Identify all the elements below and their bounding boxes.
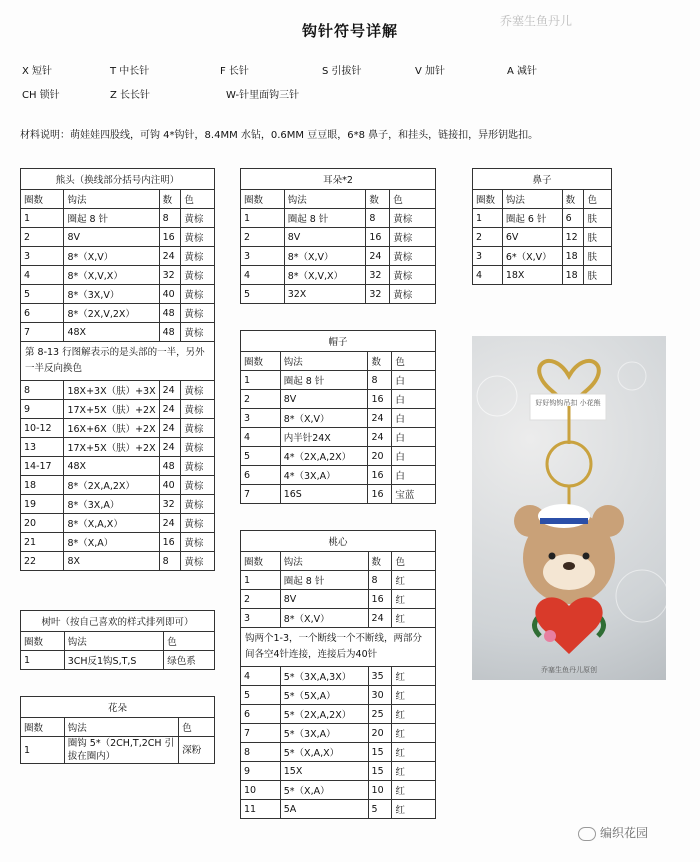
table-cell: 5 <box>241 285 285 304</box>
table-cell: 6 <box>241 705 281 724</box>
table-row <box>241 409 436 428</box>
column-header: 数 <box>562 190 584 209</box>
table-cell: 白 <box>392 390 436 409</box>
table-cell: 16 <box>159 228 181 247</box>
table-row <box>473 266 612 285</box>
table-cell: 白 <box>392 409 436 428</box>
table-cell: 24 <box>159 247 181 266</box>
table-cell: 18X+3X（肤）+3X <box>64 381 159 400</box>
table-row <box>21 247 215 266</box>
table-cell: 48X <box>64 323 159 342</box>
table-cell: 8*（X,V） <box>280 409 368 428</box>
table-cell: 24 <box>159 438 181 457</box>
table-cell: 5*（5X,A） <box>280 686 368 705</box>
table-row <box>21 438 215 457</box>
table-cell: 16 <box>368 485 392 504</box>
table-cell: 黄棕 <box>390 285 436 304</box>
table-cell: 黄棕 <box>390 228 436 247</box>
table-cell: 24 <box>159 419 181 438</box>
table-cell: 16S <box>280 485 368 504</box>
table-cell: 1 <box>241 209 285 228</box>
table-cell: 8*（X,V,X） <box>64 266 159 285</box>
table-cell: 黄棕 <box>181 495 215 514</box>
table-cell: 白 <box>392 371 436 390</box>
table-note: 钩两个1-3，一个断线一个不断线，两部分间各空4针连接，连接后为40针 <box>241 628 436 667</box>
table-header-row <box>241 190 436 209</box>
table-cell: 5*（X,A,X） <box>280 743 368 762</box>
table-cell: 绿色系 <box>164 651 215 670</box>
table-cell: 3 <box>21 247 64 266</box>
table-cell: 8 <box>159 209 181 228</box>
table-cell: 黄棕 <box>181 381 215 400</box>
table-cell: 30 <box>368 686 392 705</box>
table-row <box>241 800 436 819</box>
table-row <box>241 285 436 304</box>
keychain-photo <box>472 336 666 680</box>
table-cell: 32 <box>366 285 390 304</box>
table-cell: 15 <box>368 743 392 762</box>
table-cell: 6V <box>502 228 562 247</box>
table-row <box>21 209 215 228</box>
table-cell: 6*（X,V） <box>502 247 562 266</box>
table-cell: 圈起 8 针 <box>64 209 159 228</box>
table-cell: 红 <box>392 667 436 686</box>
table-row <box>21 381 215 400</box>
table-cell: 2 <box>241 390 281 409</box>
table-row <box>21 495 215 514</box>
table-cell: 黄棕 <box>181 209 215 228</box>
table-row <box>473 228 612 247</box>
table-cell: 18 <box>562 266 584 285</box>
table-cell: 红 <box>392 781 436 800</box>
table-row <box>241 228 436 247</box>
table-cell: 20 <box>368 447 392 466</box>
table-cell: 圈起 8 针 <box>284 209 366 228</box>
table-row <box>241 371 436 390</box>
table-cell: 4*（3X,A） <box>280 466 368 485</box>
table-cell: 5 <box>241 447 281 466</box>
table-cell: 4 <box>241 428 281 447</box>
table-cell: 1 <box>241 371 281 390</box>
table-cell: 圈起 8 针 <box>280 571 368 590</box>
table-cell: 6 <box>21 304 64 323</box>
table-cell: 8*（X,A,X） <box>64 514 159 533</box>
table-row <box>21 737 215 764</box>
column-header: 色 <box>392 552 436 571</box>
symbol-item: T 中长针 <box>110 66 150 77</box>
table-cell: 9 <box>241 762 281 781</box>
table-cell: 内半针24X <box>280 428 368 447</box>
column-header: 数 <box>368 552 392 571</box>
table-cell: 35 <box>368 667 392 686</box>
table-row <box>241 571 436 590</box>
table-cell: 黄棕 <box>181 552 215 571</box>
table-cell: 3 <box>473 247 503 266</box>
table-cell: 20 <box>21 514 64 533</box>
column-header: 色 <box>584 190 612 209</box>
table-cell: 6 <box>562 209 584 228</box>
table-row <box>241 762 436 781</box>
watermark-bottom-text: 编织花园 <box>600 826 649 840</box>
table-cell: 21 <box>21 533 64 552</box>
table-header-row <box>21 190 215 209</box>
table-header-row <box>241 552 436 571</box>
table-cell: 5*（X,A） <box>280 781 368 800</box>
table-cell: 白 <box>392 447 436 466</box>
head-table <box>20 168 215 571</box>
table-cell: 1 <box>21 737 65 764</box>
table-cell: 4 <box>473 266 503 285</box>
table-cell: 8 <box>159 552 181 571</box>
wechat-icon <box>578 827 596 841</box>
watermark-bottom <box>578 824 648 841</box>
symbol-item: S 引拔针 <box>322 66 362 77</box>
table-cell: 肤 <box>584 247 612 266</box>
table-cell: 黄棕 <box>181 400 215 419</box>
table-cell: 48 <box>159 304 181 323</box>
table-cell: 黄棕 <box>390 247 436 266</box>
table-cell: 3 <box>241 247 285 266</box>
table-cell: 16 <box>366 228 390 247</box>
table-cell: 8 <box>368 371 392 390</box>
table-row <box>21 552 215 571</box>
table-cell: 红 <box>392 571 436 590</box>
table-caption: 帽子 <box>241 331 436 352</box>
table-cell: 5*（3X,A,3X） <box>280 667 368 686</box>
table-cell: 圈钩 5*（2CH,T,2CH 引拔在圈内） <box>64 737 178 764</box>
table-cell: 2 <box>241 228 285 247</box>
table-cell: 1 <box>21 209 64 228</box>
table-cell: 24 <box>368 409 392 428</box>
table-cell: 15X <box>280 762 368 781</box>
table-cell: 8*（2X,V,2X） <box>64 304 159 323</box>
table-caption: 桃心 <box>241 531 436 552</box>
table-cell: 11 <box>241 800 281 819</box>
table-row <box>241 266 436 285</box>
table-row <box>21 533 215 552</box>
table-cell: 黄棕 <box>181 457 215 476</box>
table-caption: 花朵 <box>21 697 215 718</box>
table-cell: 15 <box>368 762 392 781</box>
table-row <box>241 428 436 447</box>
column-header: 钩法 <box>280 352 368 371</box>
table-row <box>241 466 436 485</box>
table-cell: 22 <box>21 552 64 571</box>
table-cell: 红 <box>392 743 436 762</box>
column-header: 圈数 <box>241 190 285 209</box>
table-cell: 4 <box>241 266 285 285</box>
column-header: 钩法 <box>64 190 159 209</box>
column-header: 数 <box>366 190 390 209</box>
table-cell: 4 <box>241 667 281 686</box>
column-header: 钩法 <box>64 718 178 737</box>
table-cell: 1 <box>241 571 281 590</box>
table-caption: 鼻子 <box>473 169 612 190</box>
table-cell: 18 <box>562 247 584 266</box>
table-cell: 4 <box>21 266 64 285</box>
table-cell: 2 <box>21 228 64 247</box>
symbol-item: A 减针 <box>507 66 538 77</box>
table-row <box>241 447 436 466</box>
table-cell: 32 <box>366 266 390 285</box>
table-cell: 8*（X,V） <box>284 247 366 266</box>
table-row <box>241 247 436 266</box>
symbol-item: V 加针 <box>415 66 446 77</box>
table-cell: 3 <box>241 409 281 428</box>
table-cell: 17X+5X（肤）+2X <box>64 400 159 419</box>
table-cell: 16 <box>368 390 392 409</box>
table-row <box>21 651 215 670</box>
table-note: 第 8-13 行图解表示的是头部的一半，另外一半反向换色 <box>21 342 215 381</box>
table-caption: 树叶（按自己喜欢的样式排列即可） <box>21 611 215 632</box>
table-cell: 红 <box>392 800 436 819</box>
table-cell: 7 <box>241 485 281 504</box>
table-cell: 肤 <box>584 266 612 285</box>
table-cell: 黄棕 <box>390 266 436 285</box>
table-cell: 8*（2X,A,2X） <box>64 476 159 495</box>
table-row <box>21 323 215 342</box>
table-cell: 32 <box>159 266 181 285</box>
column-header: 色 <box>390 190 436 209</box>
table-cell: 红 <box>392 590 436 609</box>
table-cell: 8V <box>284 228 366 247</box>
table-cell: 黄棕 <box>181 323 215 342</box>
column-header: 色 <box>179 718 215 737</box>
table-cell: 深粉 <box>179 737 215 764</box>
table-cell: 红 <box>392 609 436 628</box>
table-row <box>241 705 436 724</box>
column-header: 圈数 <box>241 552 281 571</box>
table-cell: 5*（3X,A） <box>280 724 368 743</box>
table-row <box>21 514 215 533</box>
table-row <box>241 390 436 409</box>
column-header: 数 <box>368 352 392 371</box>
table-header-row <box>473 190 612 209</box>
table-cell: 8*（X,A） <box>64 533 159 552</box>
table-cell: 8V <box>280 590 368 609</box>
table-cell: 8V <box>280 390 368 409</box>
table-cell: 黄棕 <box>181 266 215 285</box>
table-cell: 10-12 <box>21 419 64 438</box>
table-cell: 红 <box>392 724 436 743</box>
table-cell: 24 <box>366 247 390 266</box>
table-cell: 13 <box>21 438 64 457</box>
table-cell: 黄棕 <box>181 438 215 457</box>
table-row <box>241 209 436 228</box>
table-cell: 18X <box>502 266 562 285</box>
table-cell: 9 <box>21 400 64 419</box>
table-row <box>241 743 436 762</box>
table-cell: 圈起 6 针 <box>502 209 562 228</box>
table-cell: 24 <box>368 609 392 628</box>
table-row <box>21 419 215 438</box>
table-cell: 红 <box>392 686 436 705</box>
table-cell: 黄棕 <box>181 533 215 552</box>
table-cell: 1 <box>473 209 503 228</box>
table-cell: 48 <box>159 323 181 342</box>
table-cell: 18 <box>21 476 64 495</box>
table-cell: 8 <box>21 381 64 400</box>
table-cell: 32X <box>284 285 366 304</box>
column-header: 钩法 <box>64 632 164 651</box>
hat-table <box>240 330 436 504</box>
table-cell: 17X+5X（肤）+2X <box>64 438 159 457</box>
leaf-table <box>20 610 215 670</box>
table-row <box>21 228 215 247</box>
table-cell: 5 <box>241 686 281 705</box>
symbol-item: F 长针 <box>220 66 249 77</box>
table-cell: 3 <box>241 609 281 628</box>
table-cell: 24 <box>159 514 181 533</box>
table-cell: 8*（X,V） <box>64 247 159 266</box>
table-cell: 4*（2X,A,2X） <box>280 447 368 466</box>
table-cell: 24 <box>159 400 181 419</box>
symbol-item: X 短针 <box>22 66 53 77</box>
column-header: 圈数 <box>21 190 64 209</box>
table-row <box>21 285 215 304</box>
photo-caption: 乔塞生鱼丹儿原创 <box>541 666 597 674</box>
nose-table <box>472 168 612 285</box>
table-cell: 16 <box>368 590 392 609</box>
table-row <box>241 781 436 800</box>
table-caption: 熊头（换线部分括号内注明） <box>21 169 215 190</box>
table-row <box>21 266 215 285</box>
table-row <box>473 209 612 228</box>
table-cell: 5*（2X,A,2X） <box>280 705 368 724</box>
table-cell: 黄棕 <box>181 228 215 247</box>
table-cell: 48X <box>64 457 159 476</box>
table-cell: 8 <box>368 571 392 590</box>
table-cell: 黄棕 <box>181 285 215 304</box>
table-cell: 24 <box>159 381 181 400</box>
table-cell: 25 <box>368 705 392 724</box>
column-header: 数 <box>159 190 181 209</box>
table-cell: 20 <box>368 724 392 743</box>
table-cell: 6 <box>241 466 281 485</box>
column-header: 钩法 <box>284 190 366 209</box>
watermark-top: 乔塞生鱼丹儿 <box>500 14 573 28</box>
table-row <box>241 667 436 686</box>
column-header: 钩法 <box>502 190 562 209</box>
table-cell: 5 <box>368 800 392 819</box>
table-cell: 肤 <box>584 228 612 247</box>
table-cell: 12 <box>562 228 584 247</box>
symbol-item: W-针里面钩三针 <box>226 90 300 101</box>
ears-table <box>240 168 436 304</box>
column-header: 色 <box>181 190 215 209</box>
table-cell: 10 <box>241 781 281 800</box>
table-cell: 2 <box>241 590 281 609</box>
table-cell: 48 <box>159 457 181 476</box>
table-row <box>241 724 436 743</box>
table-cell: 40 <box>159 476 181 495</box>
flower-table <box>20 696 215 764</box>
column-header: 圈数 <box>241 352 281 371</box>
symbol-item: Z 长长针 <box>110 90 151 101</box>
table-row <box>241 485 436 504</box>
table-cell: 32 <box>159 495 181 514</box>
table-cell: 红 <box>392 762 436 781</box>
table-cell: 2 <box>473 228 503 247</box>
table-cell: 白 <box>392 466 436 485</box>
table-row <box>21 476 215 495</box>
column-header: 圈数 <box>21 718 65 737</box>
table-row <box>21 400 215 419</box>
materials-note: 材料说明：萌娃娃四股线，可钩 4*钩针，8.4MM 水钻，0.6MM 豆豆眼，6*8 鼻子，和挂头，链接扣，异形钥匙扣。 <box>20 130 539 141</box>
table-cell: 8X <box>64 552 159 571</box>
table-cell: 黄棕 <box>181 514 215 533</box>
column-header: 圈数 <box>21 632 65 651</box>
table-cell: 19 <box>21 495 64 514</box>
table-cell: 黄棕 <box>390 209 436 228</box>
heart-table <box>240 530 436 819</box>
table-cell: 16 <box>368 466 392 485</box>
table-row <box>21 304 215 323</box>
table-cell: 7 <box>21 323 64 342</box>
table-cell: 8*（3X,V） <box>64 285 159 304</box>
table-cell: 黄棕 <box>181 304 215 323</box>
symbol-item: CH 锁针 <box>22 90 60 101</box>
table-cell: 8*（X,V,X） <box>284 266 366 285</box>
table-cell: 黄棕 <box>181 419 215 438</box>
table-cell: 宝蓝 <box>392 485 436 504</box>
photo-tag-text: 好好钩钩吊扣 小花熊 <box>535 399 601 407</box>
table-cell: 红 <box>392 705 436 724</box>
table-row <box>473 247 612 266</box>
column-header: 圈数 <box>473 190 503 209</box>
table-cell: 圈起 8 针 <box>280 371 368 390</box>
table-cell: 7 <box>241 724 281 743</box>
table-cell: 肤 <box>584 209 612 228</box>
table-cell: 黄棕 <box>181 247 215 266</box>
table-header-row <box>241 352 436 371</box>
column-header: 钩法 <box>280 552 368 571</box>
table-cell: 黄棕 <box>181 476 215 495</box>
table-header-row <box>21 632 215 651</box>
table-cell: 8V <box>64 228 159 247</box>
table-cell: 40 <box>159 285 181 304</box>
table-cell: 8*（3X,A） <box>64 495 159 514</box>
table-cell: 10 <box>368 781 392 800</box>
table-row <box>241 686 436 705</box>
table-cell: 白 <box>392 428 436 447</box>
table-row <box>241 590 436 609</box>
column-header: 色 <box>164 632 215 651</box>
table-cell: 3CH反1钩S,T,S <box>64 651 164 670</box>
table-cell: 1 <box>21 651 65 670</box>
table-row <box>21 457 215 476</box>
table-cell: 8 <box>366 209 390 228</box>
page-title: 钩针符号详解 <box>301 22 398 40</box>
bear-keychain-illustration <box>472 336 666 680</box>
table-cell: 24 <box>368 428 392 447</box>
column-header: 色 <box>392 352 436 371</box>
table-header-row <box>21 718 215 737</box>
table-cell: 5 <box>21 285 64 304</box>
table-cell: 16X+6X（肤）+2X <box>64 419 159 438</box>
table-cell: 8*（X,V） <box>280 609 368 628</box>
table-row <box>241 609 436 628</box>
table-cell: 14-17 <box>21 457 64 476</box>
table-caption: 耳朵*2 <box>241 169 436 190</box>
table-cell: 8 <box>241 743 281 762</box>
table-cell: 5A <box>280 800 368 819</box>
table-cell: 16 <box>159 533 181 552</box>
